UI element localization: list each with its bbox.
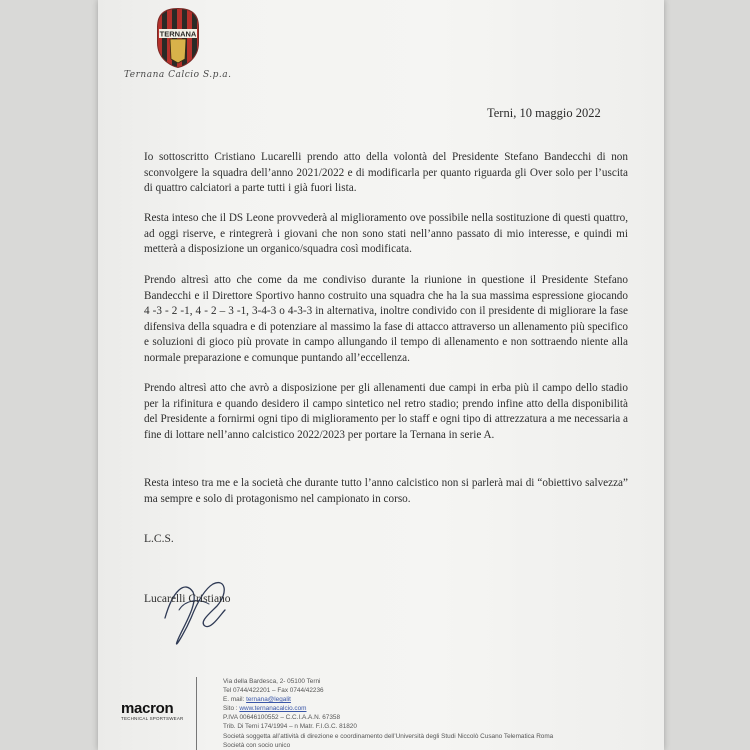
footer-divider [196, 677, 197, 750]
footer-site-link[interactable]: www.ternanacalcio.com [239, 705, 307, 713]
footer-trib: Trib. Di Terni 174/1994 – n Matr. F.I.G.C. 81820 [223, 723, 357, 731]
footer-company: Società soggetta all’attività di direzione e coordinamento dell’Università degli Studi Niccolò Cusano Telematica Roma [223, 732, 554, 740]
signatory-name: Lucarelli Cristiano [144, 593, 231, 605]
crest-text: TERNANA [159, 29, 197, 39]
footer-socio: Società con socio unico [223, 741, 291, 749]
company-signature: Ternana Calcio S.p.a. [124, 70, 232, 80]
handwritten-signature [155, 570, 240, 655]
footer-site-label: Sito : [223, 705, 238, 713]
paragraph-4: Prendo altresì atto che avrò a disposizione per gli allenamenti due campi in erba più il campo dello stadio per la rifinitura e quando desidero il campo sintetico nel retro stadio; prendo infine atto della disponibilità del Presidente a fornirmi ogni tipo di miglioramento per lo staff e ogni tipo di attrezzatura a me necessaria a fine di lottare nell’anno calcistico 2022/2023 per portare la Ternana in serie A. [144, 382, 628, 441]
footer-email-line [223, 695, 553, 704]
footer-piva: P.IVA 00646100552 – C.C.I.A.A.N. 67358 [223, 714, 341, 722]
footer-contact-block [223, 677, 553, 750]
macron-sponsor-logo: macron [121, 700, 174, 717]
footer-site-line [223, 704, 553, 713]
closing-lcs: L.C.S. [144, 533, 174, 545]
paragraph-3: Prendo altresì atto che come da me condiviso durante la riunione in questione il Presidente Stefano Bandecchi e il Direttore Sportivo hanno costruito una squadra che ha la sua massima espressione giocando 4 -3 - 2 -1, 4 - 2 – 3 -1, 3-4-3 o 4-3-3 in alternativa, inoltre condivido con il presidente di migliorare la fase difensiva della squadra e di potenziare al massimo la fase di attacco attraverso un allenamento più specifico e soluzioni di gioco più provate in campo allungando il tempo di allenamento e non sottraendo niente alla normale preparazione e comunque puntando all’eccellenza. [144, 274, 628, 364]
footer-email-label: E. mail: [223, 696, 245, 704]
footer-phone: Tel 0744/422201 – Fax 0744/42236 [223, 687, 324, 695]
footer-address: Via della Bardesca, 2- 05100 Terni [223, 678, 321, 685]
ternana-crest-logo [155, 7, 201, 69]
macron-tagline: TECHNICAL SPORTSWEAR [121, 716, 184, 721]
paragraph-1: Io sottoscritto Cristiano Lucarelli prendo atto della volontà del Presidente Stefano Bandecchi di non sconvolgere la squadra dell’anno 2021/2022 e di modificarla per quanto riguarda gli Over solo per l’uscita di quattro calciatori a parte tutti i già fuori lista. [144, 151, 628, 194]
letter-date: Terni, 10 maggio 2022 [487, 106, 601, 120]
paragraph-2: Resta inteso che il DS Leone provvederà al miglioramento ove possibile nella sostituzione di questi quattro, ad oggi riserve, e rintegrerà i giovani che non sono stati nell’anno passato di mio interesse, e quindi mi metterà a disposizione un organico/squadra così modificata. [144, 212, 628, 255]
paragraph-5: Resta inteso tra me e la società che durante tutto l’anno calcistico non si parlerà mai di “obiettivo salvezza” ma sempre e solo di protagonismo nel campionato in corso. [144, 477, 628, 505]
footer-email-link[interactable]: ternana@legalit [246, 696, 291, 704]
